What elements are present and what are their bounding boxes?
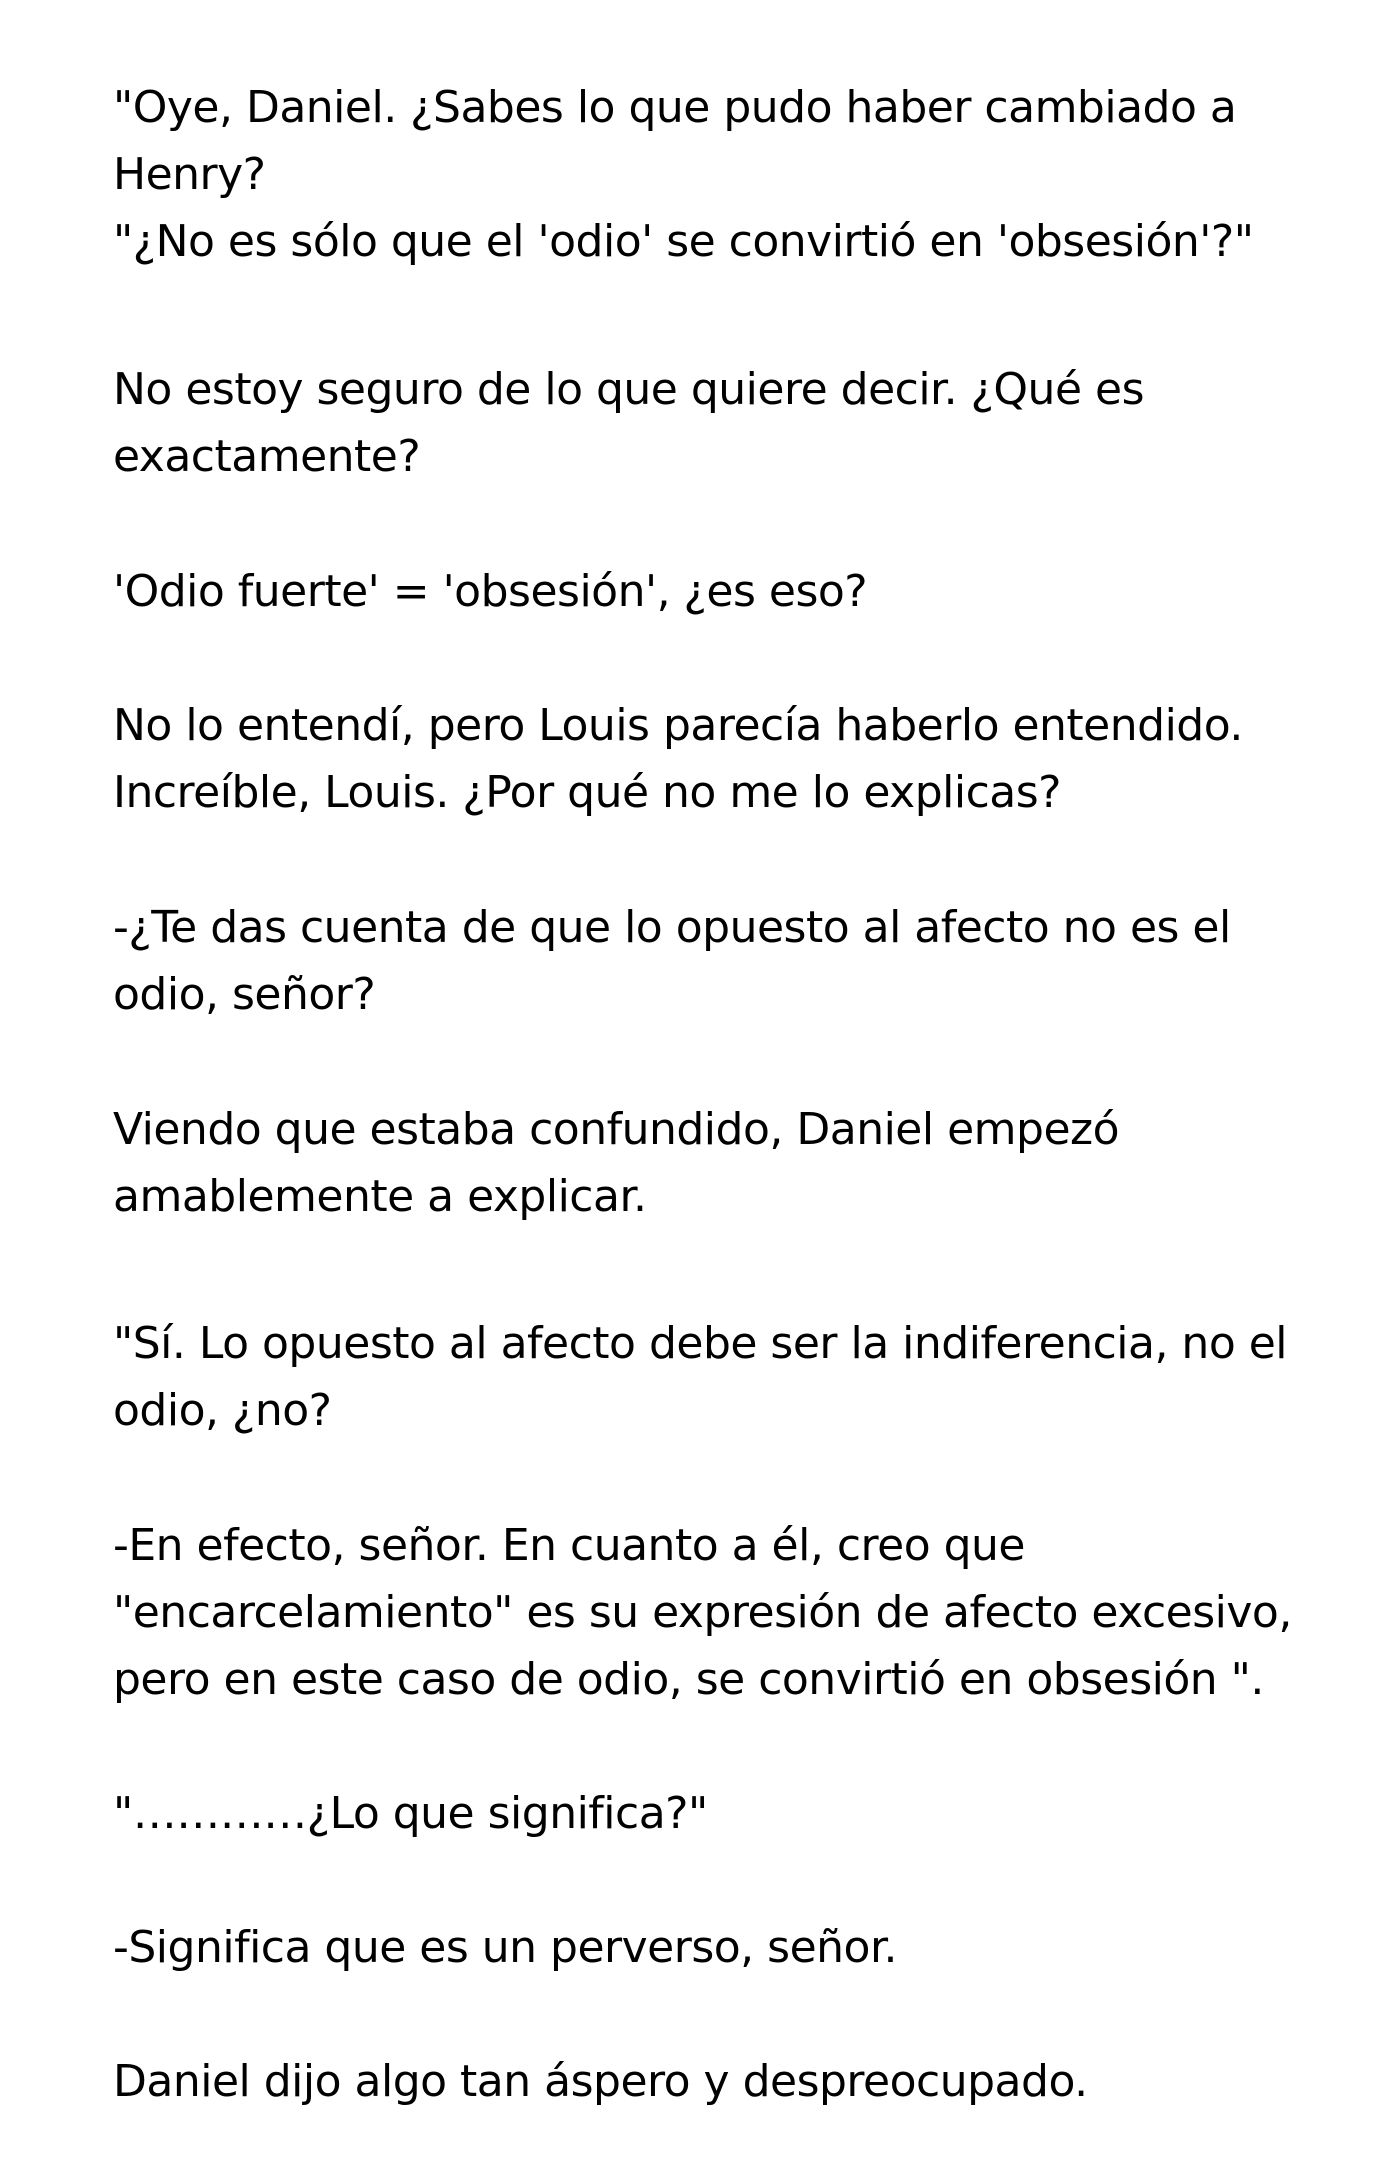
- paragraph-10: [113, 1914, 1343, 1981]
- paragraph-3: [113, 558, 1343, 625]
- text-line: exactamente?: [113, 431, 421, 482]
- text-line: No lo entendí, pero Louis parecía haberlo entendido.: [113, 700, 1243, 751]
- text-line: "encarcelamiento" es su expresión de afecto excesivo,: [113, 1587, 1292, 1638]
- text-line: Henry?: [113, 149, 266, 200]
- text-line: -En efecto, señor. En cuanto a él, creo que: [113, 1520, 1025, 1571]
- text-line: odio, señor?: [113, 969, 376, 1020]
- text-line: odio, ¿no?: [113, 1385, 332, 1436]
- text-line: pero en este caso de odio, se convirtió en obsesión ".: [113, 1654, 1264, 1705]
- text-line: -Significa que es un perverso, señor.: [113, 1922, 897, 1973]
- text-line: "Oye, Daniel. ¿Sabes lo que pudo haber cambiado a: [113, 82, 1237, 133]
- text-line: Viendo que estaba confundido, Daniel empezó: [113, 1104, 1120, 1155]
- paragraph-11: [113, 2048, 1343, 2115]
- paragraph-2: [113, 356, 1343, 490]
- paragraph-6: [113, 1096, 1343, 1230]
- text-line: "Sí. Lo opuesto al afecto debe ser la indiferencia, no el: [113, 1318, 1288, 1369]
- paragraph-1: [113, 74, 1343, 275]
- paragraph-4: [113, 692, 1343, 826]
- text-line: "…………¿Lo que significa?": [113, 1788, 708, 1839]
- text-line: -¿Te das cuenta de que lo opuesto al afecto no es el: [113, 902, 1231, 953]
- paragraph-5: [113, 894, 1343, 1028]
- text-line: Daniel dijo algo tan áspero y despreocupado.: [113, 2056, 1088, 2107]
- text-line: Increíble, Louis. ¿Por qué no me lo explicas?: [113, 767, 1062, 818]
- text-line: "¿No es sólo que el 'odio' se convirtió en 'obsesión'?": [113, 216, 1254, 267]
- text-line: amablemente a explicar.: [113, 1171, 647, 1222]
- text-line: No estoy seguro de lo que quiere decir. ¿Qué es: [113, 364, 1144, 415]
- paragraph-9: [113, 1780, 1343, 1847]
- text-line: 'Odio fuerte' = 'obsesión', ¿es eso?: [113, 566, 868, 617]
- paragraph-8: [113, 1512, 1343, 1713]
- paragraph-7: [113, 1310, 1343, 1444]
